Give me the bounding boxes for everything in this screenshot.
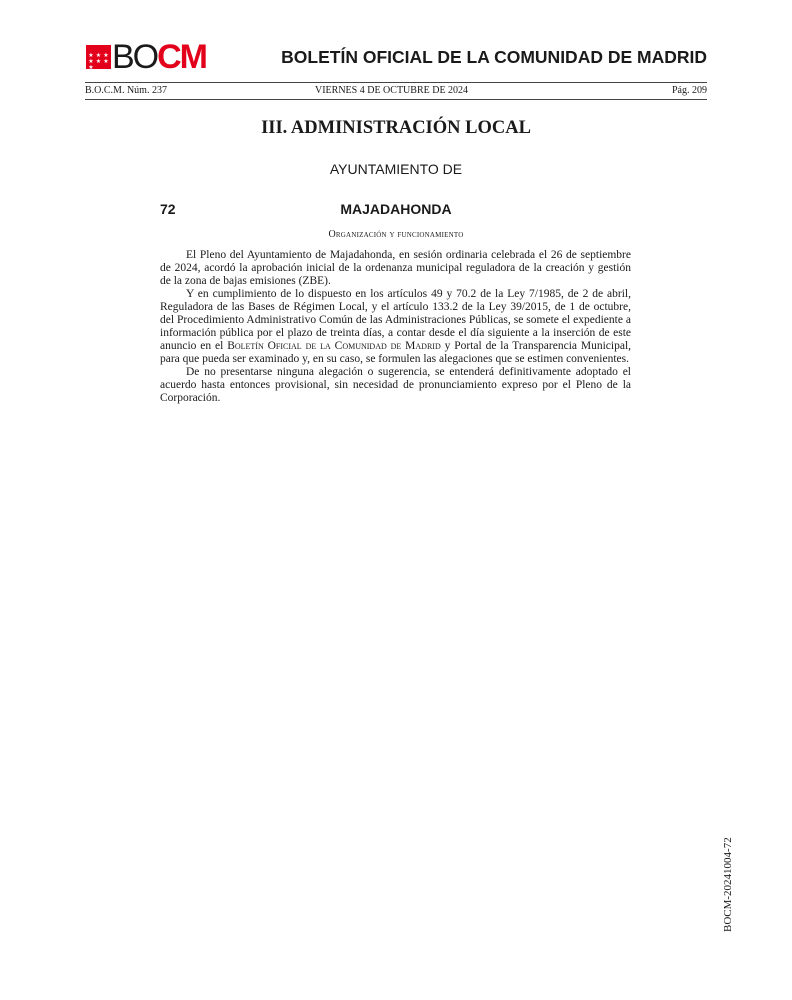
journal-name-reference: Boletín Oficial de la Comunidad de Madrid xyxy=(227,340,441,352)
journal-title: BOLETÍN OFICIAL DE LA COMUNIDAD DE MADRID xyxy=(281,47,707,67)
section-title: III. ADMINISTRACIÓN LOCAL xyxy=(261,118,531,138)
star-icon: ★ xyxy=(95,52,102,59)
document-code: BOCM-20241004-72 xyxy=(722,837,734,932)
announcement-body xyxy=(160,249,631,405)
star-icon: ★ xyxy=(103,58,109,65)
body-paragraph xyxy=(160,288,631,366)
star-icon: ★ xyxy=(88,52,94,59)
announcement-number: 72 xyxy=(160,201,176,217)
header-rule-top xyxy=(85,82,707,83)
issue-number: B.O.C.M. Núm. 237 xyxy=(85,85,167,96)
star-icon: ★ xyxy=(103,52,109,59)
body-text-segment: Y en cumplimiento de lo dispuesto en los artículos 49 y 70.2 de la Ley 7/1985, de 2 de abril, Reguladora de las Bases de Régimen Local, y el artículo 133.2 de la Ley 39/2015, de 1 de octubre, del Procedimiento Administrativo Común de las Administraciones Públicas, se somete el expediente a información pública por el plazo de treinta días, a contar desde el día siguiente a la inserción de este anuncio en el xyxy=(160,288,631,352)
logo-text-bo: BO xyxy=(112,38,158,76)
star-icon: ★ xyxy=(88,58,94,65)
announcement-subject: Organización y funcionamiento xyxy=(328,229,464,240)
page-number: Pág. 209 xyxy=(672,85,707,96)
madrid-flag-icon xyxy=(86,45,111,69)
entity-name: MAJADAHONDA xyxy=(340,201,452,217)
header-rule-bottom xyxy=(85,99,707,100)
body-paragraph: De no presentarse ninguna alegación o sugerencia, se entenderá definitivamente adoptado el acuerdo hasta entonces provisional, sin necesidad de pronunciamiento expreso por el Pleno de la Corporación. xyxy=(160,366,631,404)
running-head xyxy=(85,84,707,98)
entity-type: AYUNTAMIENTO DE xyxy=(329,161,463,177)
star-icon: ★ xyxy=(95,58,102,65)
body-paragraph: El Pleno del Ayuntamiento de Majadahonda, en sesión ordinaria celebrada el 26 de septiembre de 2024, acordó la aprobación inicial de la ordenanza municipal reguladora de la creación y gestión de la zona de bajas emisiones (ZBE). xyxy=(160,249,631,287)
star-icon: ★ xyxy=(88,64,94,71)
issue-date: VIERNES 4 DE OCTUBRE DE 2024 xyxy=(315,85,469,96)
bocm-logo xyxy=(112,37,206,77)
logo-text-cm: CM xyxy=(157,38,207,76)
body-text-segment: y Portal de la Transparencia Municipal, para que pueda ser examinado y, en su caso, se formulen las alegaciones que se estimen convenientes. xyxy=(160,340,632,365)
